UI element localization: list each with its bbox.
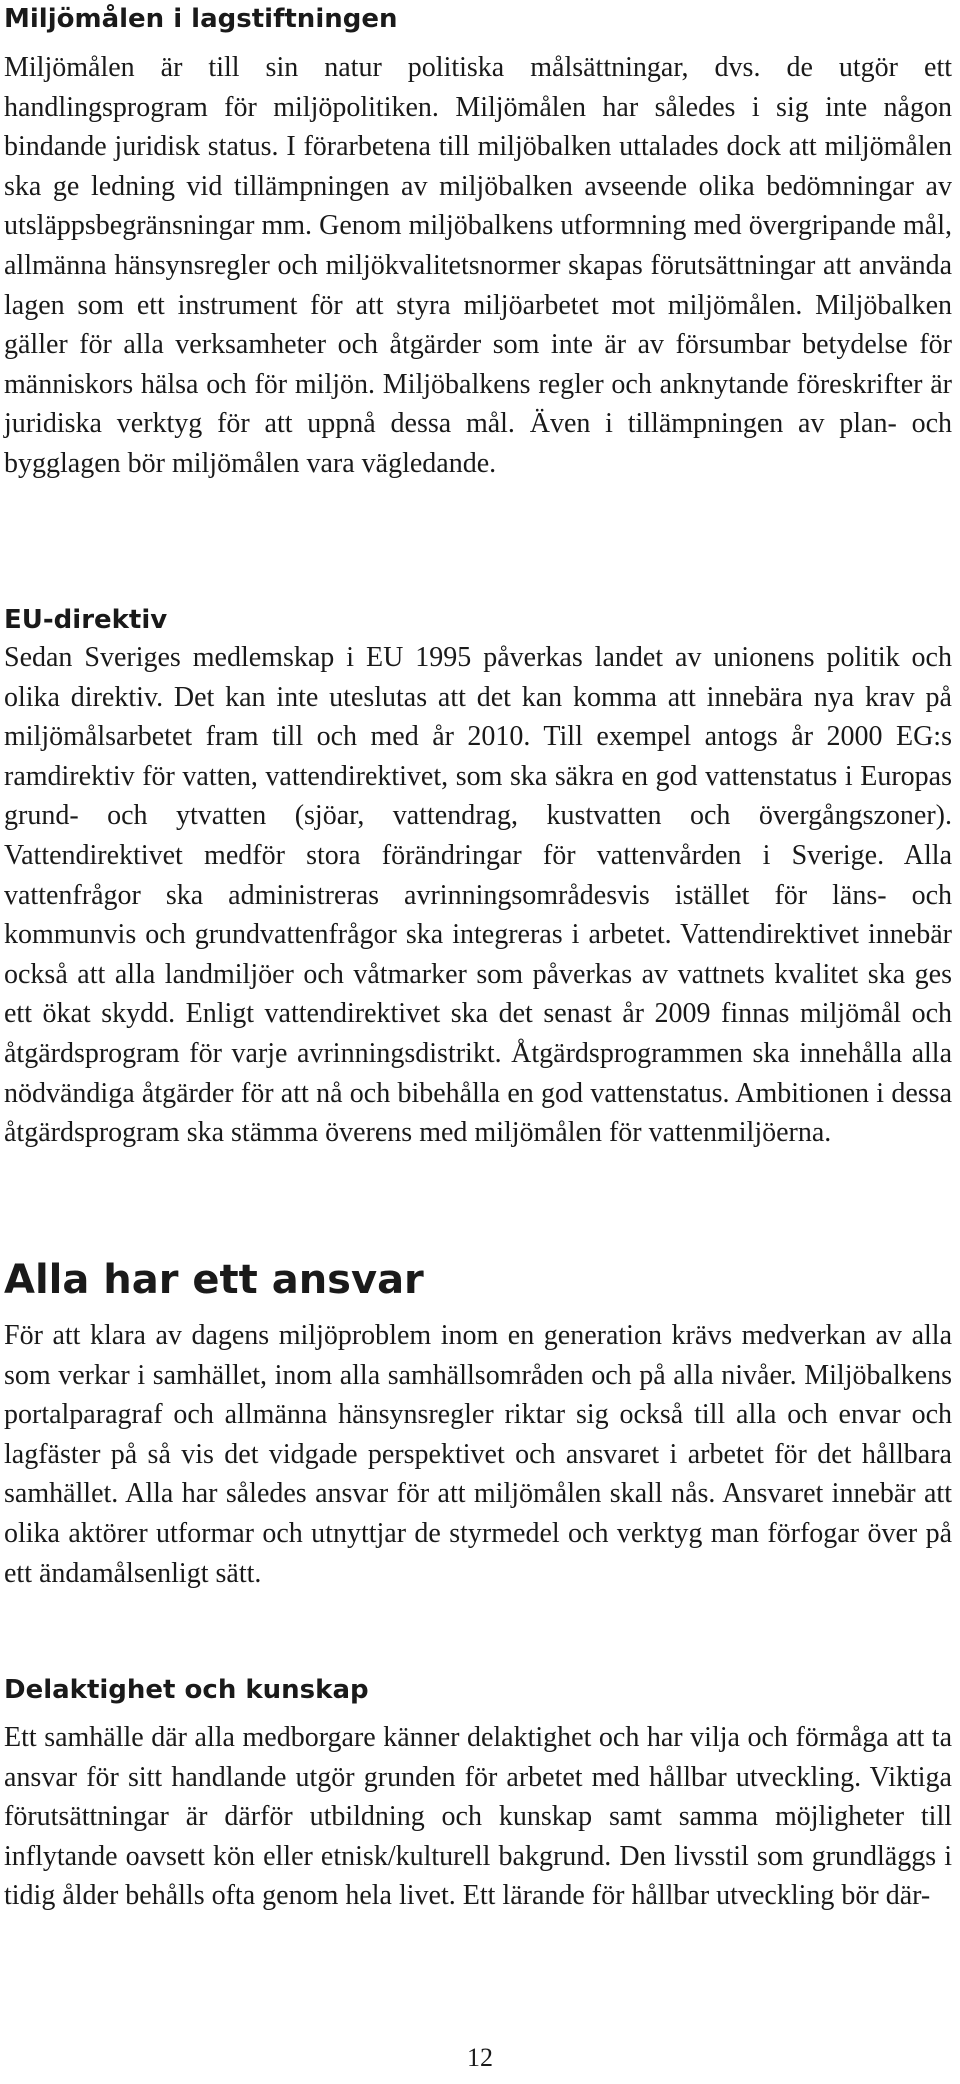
section-heading-alla-har-ett-ansvar: Alla har ett ansvar	[4, 1257, 424, 1303]
section-paragraph: Miljömålen är till sin natur politiska målsättningar, dvs. de utgör ett handlingsprogram för miljöpolitiken. Miljömålen har således i sig inte någon bindande juridisk status. I förarbetena till miljöbalken uttalades dock att miljömålen ska ge ledning vid tillämpningen av miljöbalken avseende olika bedömningar av utsläppsbegränsningar mm. Genom miljöbalkens utformning med övergripande mål, allmänna hänsynsregler och miljökvalitetsnormer skapas förutsättningar att använda lagen som ett instrument för att styra miljöarbetet mot miljömålen. Miljöbalken gäller för alla verksamheter och åtgärder som inte är av försumbar betydelse för människors hälsa och för miljön. Miljöbalkens regler och anknytande föreskrifter är juridiska verktyg för att uppnå dessa mål. Även i tillämpningen av plan- och bygglagen bör miljömålen vara vägledande.	[4, 52, 952, 479]
section-paragraph: För att klara av dagens miljöproblem inom en generation krävs medverkan av alla som verkar i samhället, inom alla samhällsområden och på alla nivåer. Miljöbalkens portalparagraf och allmänna hänsynsregler riktar sig också till alla och envar och lagfäster på så vis det vidgade perspektivet och ansvaret i arbetet för det hållbara samhället. Alla har således ansvar för att miljömålen skall nås. Ansvaret innebär att olika aktörer utformar och utnyttjar de styrmedel och verktyg man förfogar över på ett ändamålsenligt sätt.	[4, 1320, 952, 1589]
page-number: 12	[467, 2043, 493, 2072]
section-heading-miljomalen-i-lagstiftningen: Miljömålen i lagstiftningen	[4, 4, 398, 34]
section-heading-delaktighet-och-kunskap: Delaktighet och kunskap	[4, 1675, 369, 1705]
section-paragraph: Sedan Sveriges medlemskap i EU 1995 påverkas landet av unionens politik och olika direktiv. Det kan inte uteslutas att det kan komma att innebära nya krav på miljömålsarbetet fram till och med år 2010. Till exempel antogs år 2000 EG:s ramdirektiv för vatten, vattendirektivet, som ska säkra en god vattenstatus i Europas grund- och ytvatten (sjöar, vattendrag, kustvatten och övergångszoner). Vattendirektivet medför stora förändringar för vattenvården i Sverige. Alla vattenfrågor ska administreras avrinningsområdesvis istället för läns- och kommunvis och grundvattenfrågor ska integreras i arbetet. Vattendirektivet innebär också att alla landmiljöer och våtmarker som påverkas av vattnets kvalitet ska ges ett ökat skydd. Enligt vattendirektivet ska det senast år 2009 finnas miljömål och åtgärdsprogram för varje avrinningsdistrikt. Åtgärdsprogrammen ska innehålla alla nödvändiga åtgärder för att nå och bibehålla en god vattenstatus. Ambitionen i dessa åtgärdsprogram ska stämma överens med miljömålen för vattenmiljöerna.	[4, 642, 952, 1149]
section-heading-eu-direktiv: EU-direktiv	[4, 605, 168, 635]
section-paragraph: Ett samhälle där alla medborgare känner delaktighet och har vilja och förmåga att ta ansvar för sitt handlande utgör grunden för arbetet med hållbar utveckling. Viktiga förutsättningar är därför utbildning och kunskap samt samma möjligheter till inflytande oavsett kön eller etnisk/kulturell bakgrund. Den livsstil som grundläggs i tidig ålder behålls ofta genom hela livet. Ett lärande för hållbar utveckling bör där-	[4, 1722, 952, 1912]
